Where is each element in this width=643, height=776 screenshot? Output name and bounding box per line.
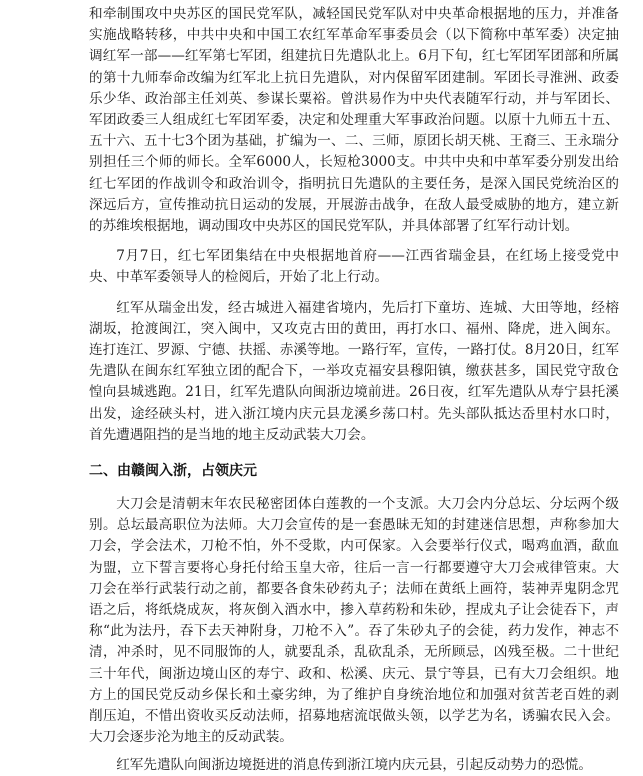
body-paragraph-continued: 和牵制围攻中央苏区的国民党军队，减轻国民党军队对中央革命根据地的压力，并准备实施战略转移，中共中央和中国工农红军革命军事委员会（以下简称中革军委）决定抽调红军一部——红军第七军团，组建抗日先遣队北上。6月下旬，红七军团军团部和所属的第十九师奉命改编为红军北上抗日先遣队，对内保留军团建制。军团长寻淮洲、政委乐少华、政治部主任刘英、参谋长粟裕。曾洪易作为中央代表随军行动，并与军团长、军团政委三人组成红七军团军委，决定和处理重大军事政治问题。以原十九师五十五、五十六、五十七3个团为基础，扩编为一、二、三师，原团长胡天桃、王裔三、王永瑞分别担任三个师的师长。全军6000人，长短枪3000支。中共中央和中革军委分别发出给红七军团的作战训令和政治训令，指明抗日先遣队的主要任务，是深入国民党统治区的深远后方，宣传推动抗日运动的发展，开展游击战争，在敌人最受威胁的地方，建立新的苏维埃根据地，调动围攻中央苏区的国民党军队，并具体部署了红军行动计划。 [89, 6, 619, 235]
body-paragraph: 红军先遣队向闽浙边境挺进的消息传到浙江境内庆元县，引起反动势力的恐慌。 [116, 756, 592, 773]
body-paragraph: 7月7日，红七军团集结在中央根据地首府——江西省瑞金县，在红场上接受党中央、中革军委领导人的检阅后，开始了北上行动。 [89, 248, 619, 286]
section-heading: 二、由赣闽入浙，占领庆元 [89, 463, 257, 480]
body-paragraph: 红军从瑞金出发，经古城进入福建省境内，先后打下童坊、连城、大田等地，经榕湖坂，抢渡闽江，突入闽中，又攻克古田的黄田，再打水口、福州、降虎，进入闽东。连打连江、罗源、宁德、扶摇、赤溪等地。一路行军，宣传，一路打仗。8月20日，红军先遣队在闽东红军独立团的配合下，一举攻克福安县穆阳镇，缴获甚多，国民党守敌仓惶向县城逃跑。21日，红军先遣队向闽浙边境前进。26日夜，红军先遣队从寿宁县托溪出发，途经硖头村，进入浙江境内庆元县龙溪乡荡口村。先头部队抵达岙里村水口时，首先遭遇阻挡的是当地的地主反动武装大刀会。 [89, 299, 619, 443]
body-paragraph: 大刀会是清朝末年农民秘密团体白莲教的一个支派。大刀会内分总坛、分坛两个级别。总坛最高职位为法师。大刀会宣传的是一套愚昧无知的封建迷信思想，声称参加大刀会，学会法术，刀枪不怕，外不受欺，内可保家。入会要举行仪式，喝鸡血酒，歃血为盟，立下誓言要将心身托付给玉皇大帝，往后一言一行都要遵守大刀会戒律管束。大刀会在举行武装行动之前，都要各食朱砂药丸子；法师在黄纸上画符，装神弄鬼阴念咒语之后，将纸烧成灰，将灰倒入酒水中，掺入草药粉和朱砂，捏成丸子让会徒吞下，声称“此为法丹，吞下去天神附身，刀枪不入”。吞了朱砂丸子的会徒，药力发作，神志不清，冲杀时，见不同服饰的人，就要乱杀，乱砍乱杀，无所顾忌，凶残至极。二十世纪三十年代，闽浙边境山区的寿宁、政和、松溪、庆元、景宁等县，已有大刀会组织。地方上的国民党反动乡保长和土豪劣绅，为了维护自身统治地位和加强对贫苦老百姓的剥削压迫，不惜出资收买反动法师，招募地痞流氓做头领，以学艺为名，诱骗农民入会。大刀会逐步沦为地主的反动武装。 [89, 496, 619, 746]
